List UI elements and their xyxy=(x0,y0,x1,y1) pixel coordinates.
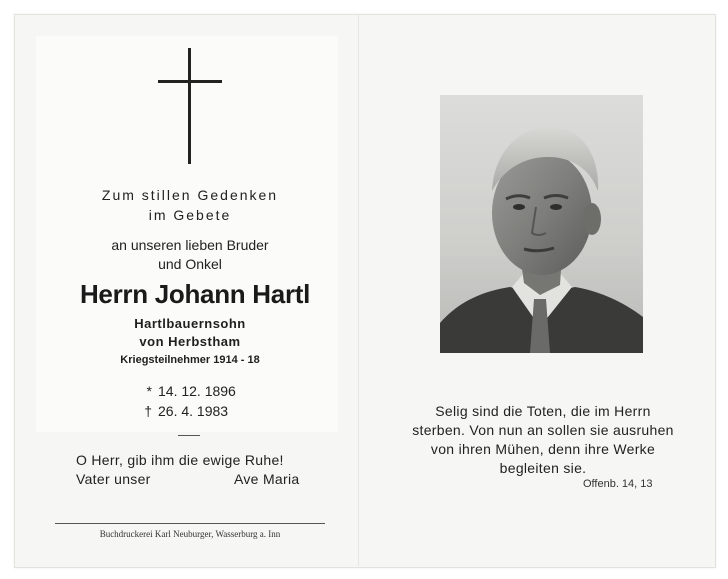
intro-line-1: an unseren lieben Bruder xyxy=(111,237,269,253)
prayer-vater-unser: Vater unser xyxy=(76,471,151,487)
verse-line-3: von ihren Mühen, denn ihre Werke xyxy=(430,441,656,457)
verse-line-2: sterben. Von nun an sollen sie ausruhen xyxy=(412,422,674,438)
deceased-name: Herrn Johann Hartl xyxy=(79,279,311,309)
divider-short xyxy=(178,435,200,436)
verse-line-1: Selig sind die Toten, die im Herrn xyxy=(435,403,651,419)
death-date-row xyxy=(140,403,228,419)
intro-line-2: und Onkel xyxy=(158,256,222,272)
portrait-photo xyxy=(440,95,643,353)
printer-imprint: Buchdruckerei Karl Neuburger, Wasserburg a. Inn xyxy=(99,529,281,539)
verse-reference: Offenb. 14, 13 xyxy=(583,478,653,490)
birth-symbol: * xyxy=(146,383,152,399)
card-fold xyxy=(358,14,359,566)
heading-line-2: im Gebete xyxy=(148,207,232,223)
prayer-line: O Herr, gib ihm die ewige Ruhe! xyxy=(76,452,284,468)
birth-date: 14. 12. 1896 xyxy=(158,383,236,399)
verse-line-4: begleiten sie. xyxy=(499,460,587,476)
heading-line-1: Zum stillen Gedenken xyxy=(101,187,279,203)
cross-icon xyxy=(158,48,222,164)
detail-line-2: von Herbstham xyxy=(139,334,241,349)
death-symbol: † xyxy=(144,403,152,419)
printer-rule xyxy=(55,523,325,524)
detail-line-3: Kriegsteilnehmer 1914 - 18 xyxy=(120,354,260,366)
detail-line-1: Hartlbauernsohn xyxy=(134,316,246,331)
prayer-ave-maria: Ave Maria xyxy=(234,471,300,487)
birth-date-row xyxy=(140,383,236,399)
death-date: 26. 4. 1983 xyxy=(158,403,229,419)
